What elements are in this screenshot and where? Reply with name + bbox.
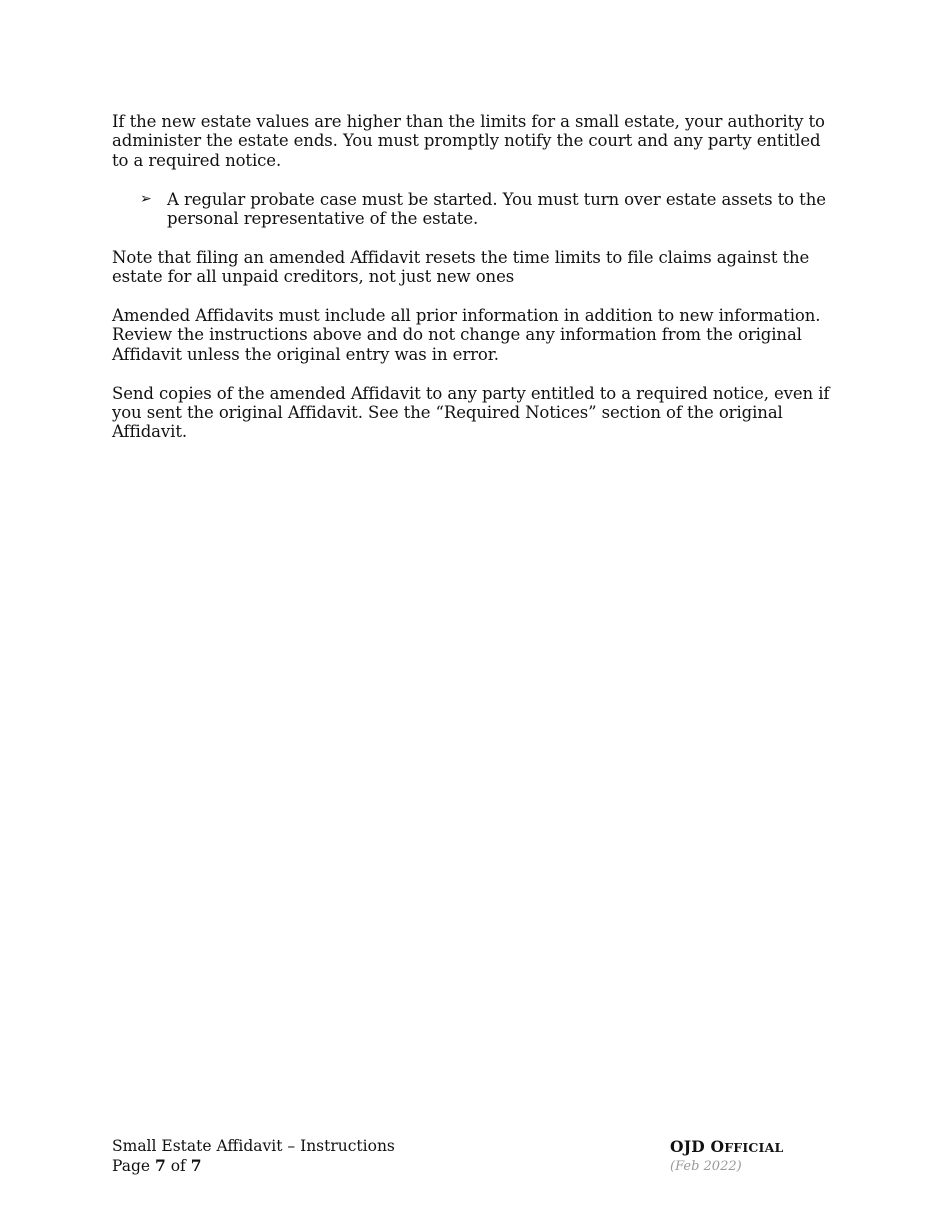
bullet-list [112,190,840,229]
list-item [112,190,840,229]
page-current: 7 [155,1156,166,1175]
ojd-official-label [670,1137,783,1157]
ojd-label-small: FFICIAL [724,1140,784,1155]
bullet-text: A regular probate case must be started. You must turn over estate assets to the personal representative of the estate. [167,189,826,229]
page-number [112,1156,395,1176]
paragraph-time-limits: Note that filing an amended Affidavit resets the time limits to file claims against the estate for all unpaid creditors, not just new ones [112,247,810,287]
form-date: (Feb 2022) [670,1159,742,1174]
paragraph-estate-limits: If the new estate values are higher than the limits for a small estate, your authority to administer the estate ends. You must promptly notify the court and any party entitled to a required notice. [112,112,825,170]
paragraph-amended-affidavits: Amended Affidavits must include all prior information in addition to new information. Review the instructions above and do not change any information from the original Affidavit unless the original entry was in error. [112,306,821,364]
page-prefix: Page [112,1157,155,1175]
page-total: 7 [190,1156,202,1175]
document-body [112,112,840,461]
ojd-label-main: OJD O [670,1137,725,1156]
arrow-bullet-icon: ➢ [140,190,152,207]
page-of: of [165,1157,191,1175]
footer-left [112,1137,395,1176]
paragraph-send-copies: Send copies of the amended Affidavit to any party entitled to a required notice, even if you sent the original Affidavit. See the “Required Notices” section of the original Affidavit. [112,383,830,442]
footer-doc-title: Small Estate Affidavit – Instructions [112,1137,395,1155]
footer-right [670,1137,783,1176]
